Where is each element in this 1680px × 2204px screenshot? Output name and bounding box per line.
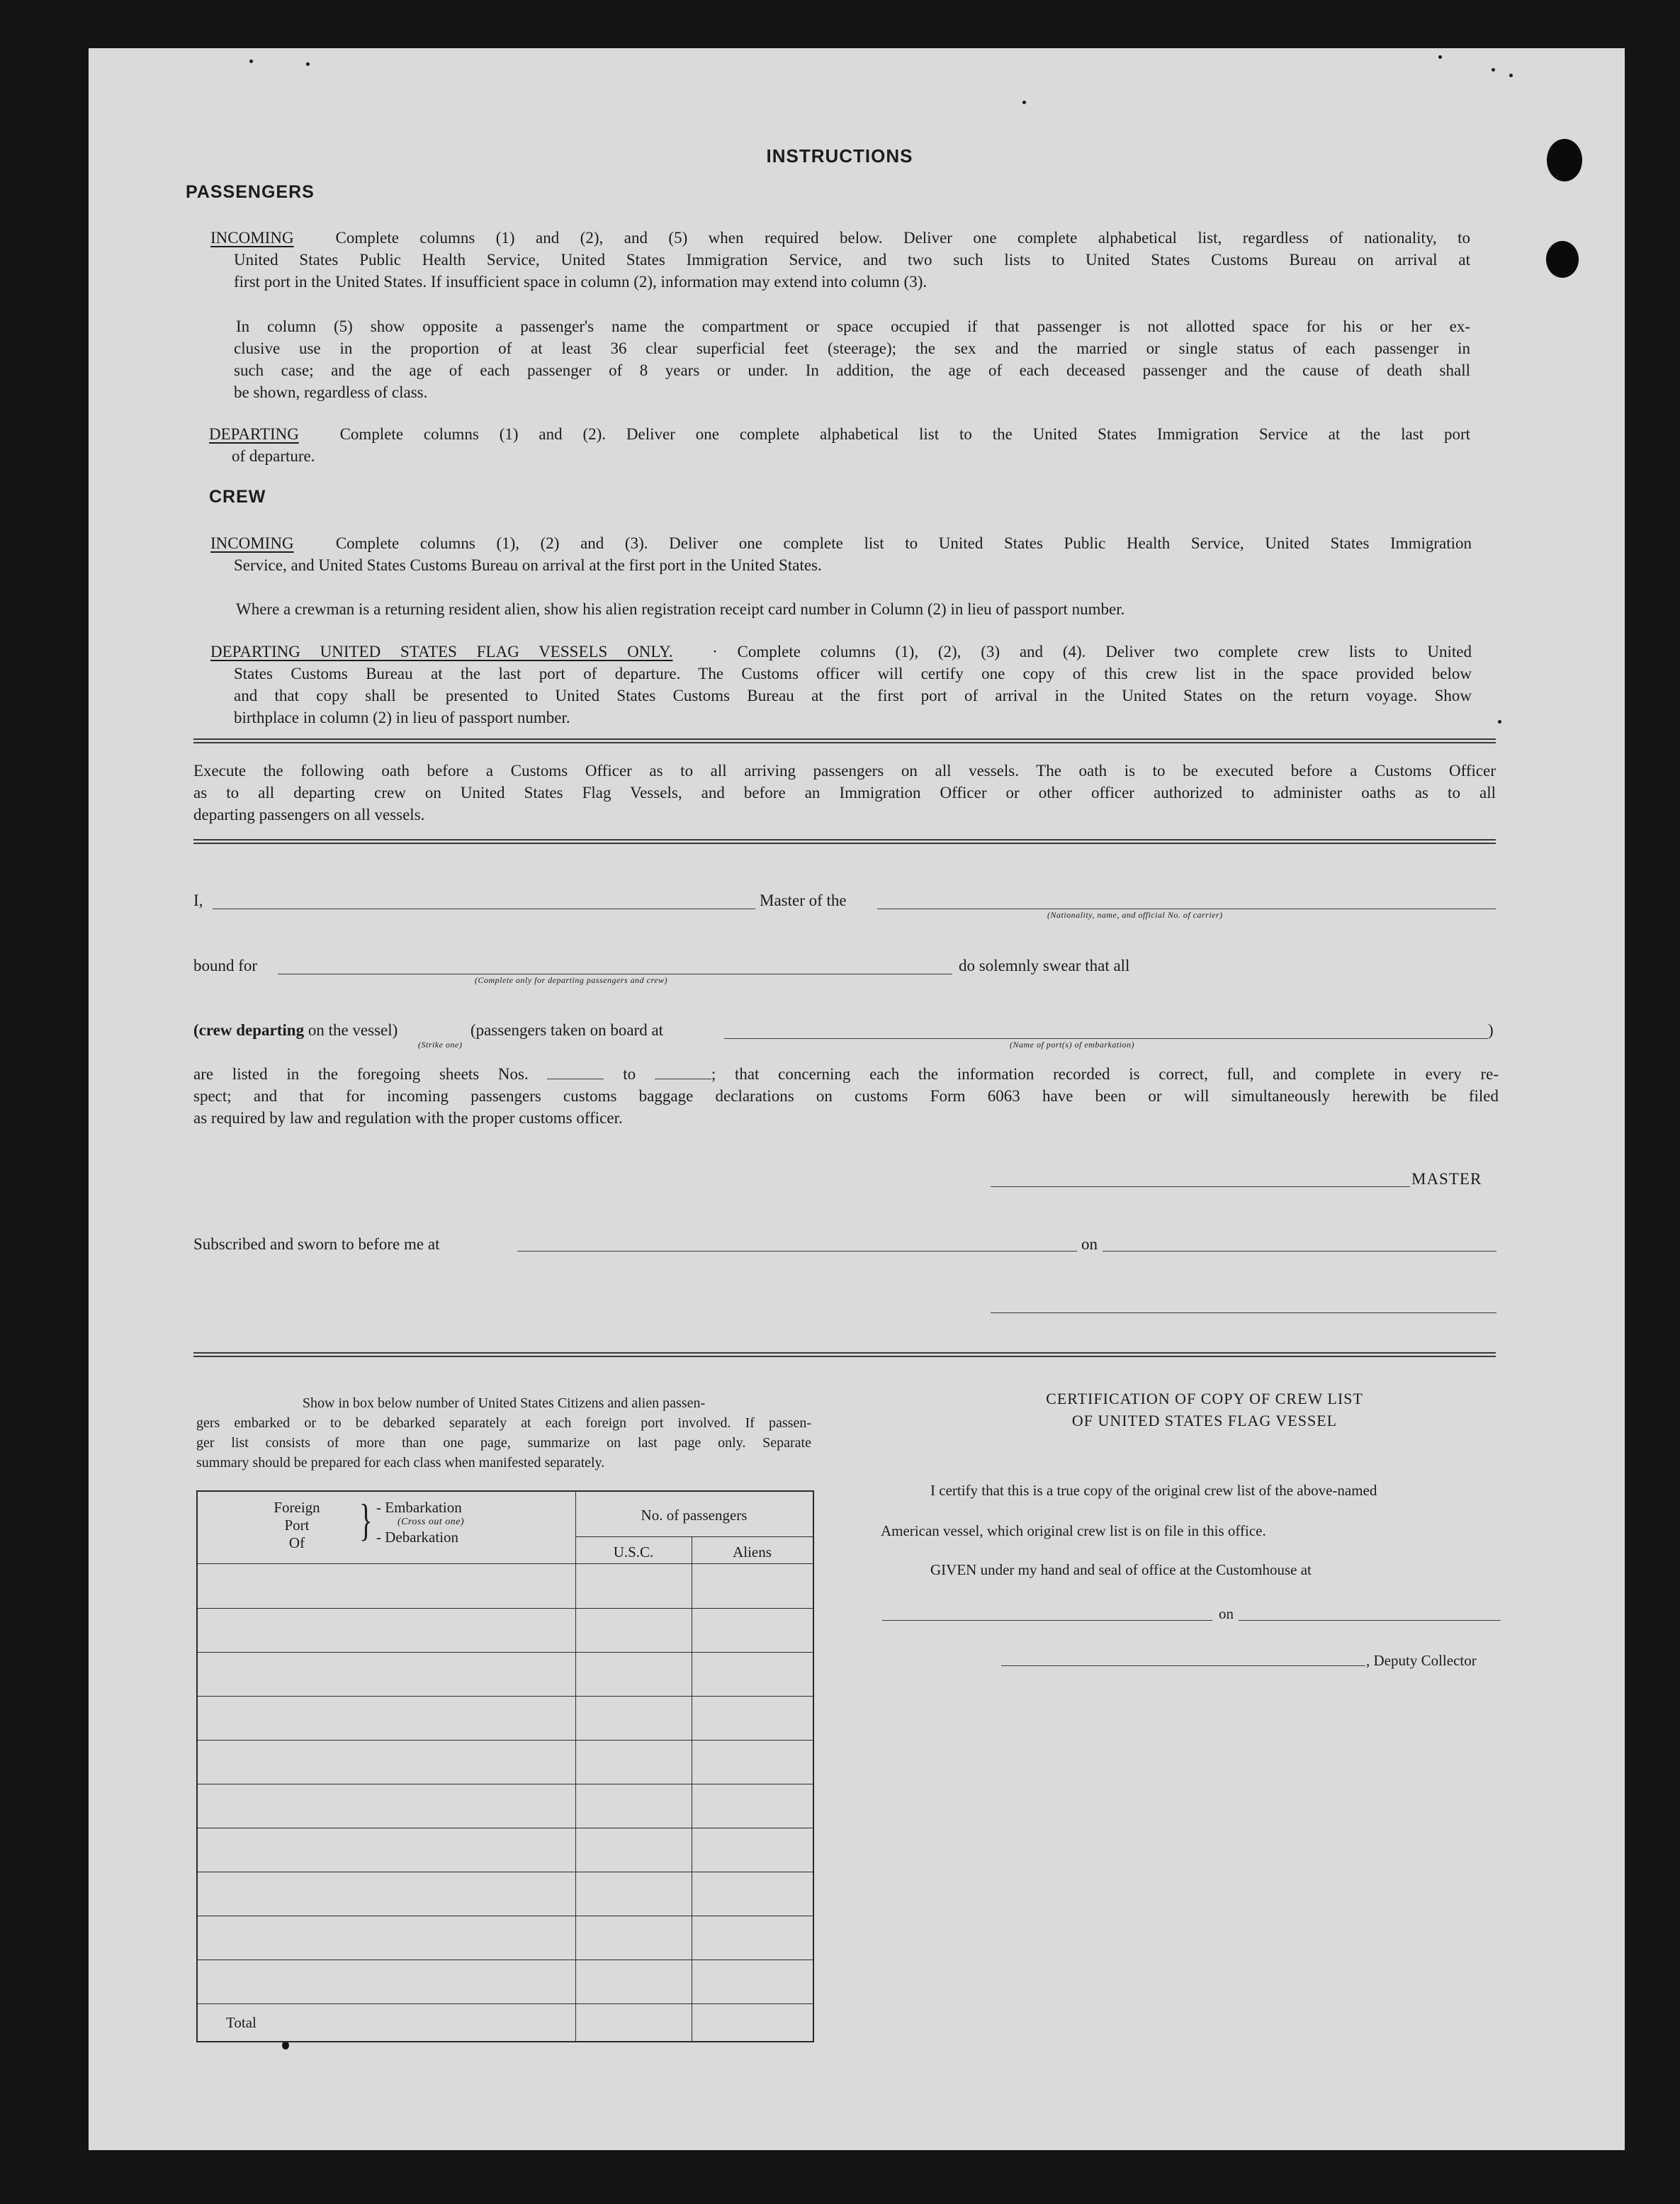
swear-text: do solemnly swear that all [959, 957, 1130, 974]
speck [1022, 101, 1026, 104]
certification-line1: I certify that this is a true copy of the original crew list of the above-named [930, 1482, 1377, 1499]
summary-line: ger list consists of more than one page, summarize on last page only. Separate [196, 1435, 811, 1451]
crew-departing-option[interactable] [193, 1019, 398, 1041]
strike-one-caption: (Strike one) [418, 1040, 463, 1050]
bound-for-label: bound for [193, 957, 258, 974]
crew-heading: CREW [209, 487, 266, 507]
summary-line: gers embarked or to be debarked separately at each foreign port involved. If passen- [196, 1415, 811, 1431]
passengers-departing-line1: Complete columns (1) and (2). Deliver one complete alphabetical list to the United States Immigration Service at the last port [339, 425, 1470, 443]
master-label: MASTER [1411, 1170, 1482, 1188]
passengers-departing-block [209, 423, 1470, 467]
certification-line3: GIVEN under my hand and seal of office at the Customhouse at [930, 1561, 1312, 1578]
certification-on-label: on [1219, 1605, 1234, 1622]
crew-departing-line: States Customs Bureau at the last port of departure. The Customs officer will certify one copy of this crew list in the space provided below [234, 665, 1472, 682]
certification-line2: American vessel, which original crew list is on file in this office. [881, 1522, 1266, 1539]
oath-statement-line1 [193, 1063, 1499, 1085]
certification-title [921, 1388, 1488, 1432]
passengers-departing-line2: of departure. [232, 447, 315, 465]
column5-line: clusive use in the proportion of at least 36 clear superficial feet (steerage); the sex and the married or single status of each passenger in [234, 339, 1470, 357]
passengers-departing-label: DEPARTING [209, 425, 299, 443]
passengers-incoming-line3: first port in the United States. If insufficient space in column (2), information may extend into column (3). [234, 273, 928, 291]
certification-date-field[interactable] [1239, 1620, 1501, 1621]
summary-instructions [196, 1393, 811, 1473]
speck [249, 60, 253, 63]
embarkation-option[interactable]: - Embarkation [376, 1499, 462, 1516]
usc-header: U.S.C. [613, 1544, 654, 1561]
passengers-taken-option[interactable]: (passengers taken on board at [470, 1021, 664, 1039]
passenger-summary-table [196, 1490, 814, 2042]
summary-line: summary should be prepared for each class when manifested separately. [196, 1455, 605, 1471]
oath-intro-line: Execute the following oath before a Customs Officer as to all arriving passengers on all vessels. The oath is to be executed before a Customs Officer [193, 762, 1496, 780]
crew-resident-alien-note: Where a crewman is a returning resident alien, show his alien registration receipt card number in Column (2) in lieu of passport number. [236, 600, 1125, 618]
customhouse-place-field[interactable] [882, 1620, 1212, 1621]
passengers-heading: PASSENGERS [186, 182, 315, 202]
certification-title-line2: OF UNITED STATES FLAG VESSEL [1071, 1412, 1338, 1429]
divider-double [193, 1352, 1496, 1357]
crew-incoming-line1: Complete columns (1), (2) and (3). Deliver one complete list to United States Public Health Service, United States Immigration [335, 534, 1472, 552]
close-paren: ) [1488, 1021, 1494, 1039]
crew-departing-line: birthplace in column (2) in lieu of passport number. [234, 709, 570, 726]
column5-line: such case; and the age of each passenger of 8 years or under. In addition, the age of each deceased passenger and the cause of death shall [234, 361, 1470, 379]
master-signature-field[interactable] [991, 1186, 1410, 1187]
crew-incoming-label: INCOMING [210, 534, 294, 552]
speck [1492, 68, 1495, 72]
sworn-place-field[interactable] [517, 1251, 1077, 1252]
speck [1438, 55, 1442, 59]
passengers-column5-block [234, 315, 1470, 403]
on-vessel-text: on the vessel) [308, 1021, 398, 1039]
divider-double [193, 839, 1496, 844]
crew-incoming-line2: Service, and United States Customs Bureau on arrival at the first port in the United States. [234, 556, 822, 574]
oath-statement-line2: spect; and that for incoming passengers customs baggage declarations on customs Form 6063 have been or will simultaneously herewith be filed [193, 1087, 1499, 1105]
crew-departing-line: and that copy shall be presented to United States Customs Bureau at the first port of arrival in the United States on the return voyage. Show [234, 687, 1472, 704]
subscribed-label: Subscribed and sworn to before me at [193, 1235, 440, 1253]
speck [306, 62, 310, 66]
speck [1498, 720, 1501, 724]
total-label: Total [226, 2014, 256, 2031]
oath-statement-block [193, 1063, 1499, 1129]
certification-title-line1: CERTIFICATION OF COPY OF CREW LIST [1046, 1390, 1363, 1407]
on-label: on [1081, 1235, 1098, 1253]
page-title: INSTRUCTIONS [766, 145, 913, 167]
port-caption: (Name of port(s) of embarkation) [1010, 1040, 1134, 1050]
no-passengers-header: No. of passengers [641, 1507, 748, 1524]
deputy-collector-signature-field[interactable] [1001, 1665, 1365, 1666]
oath-statement-line3: as required by law and regulation with the proper customs officer. [193, 1109, 623, 1127]
sworn-date-field[interactable] [1103, 1251, 1496, 1252]
carrier-caption: (Nationality, name, and official No. of carrier) [1047, 910, 1223, 920]
cross-out-caption: (Cross out one) [398, 1517, 465, 1527]
summary-line: Show in box below number of United States Citizens and alien passen- [302, 1395, 706, 1411]
to-text: to [623, 1065, 636, 1083]
embarkation-port-field[interactable] [724, 1038, 1488, 1039]
hole-punch-bottom [1546, 241, 1579, 278]
brace-icon: } [359, 1495, 373, 1545]
passengers-incoming-line2: United States Public Health Service, United States Immigration Service, and two such lists to United States Customs Bureau on arrival at [234, 251, 1470, 269]
of-label: Of [288, 1534, 305, 1551]
embarkation-options [376, 1499, 464, 1546]
crew-departing-text: (crew departing [193, 1021, 305, 1039]
concerning-text: ; that concerning each the information recorded is correct, full, and complete in every re- [711, 1065, 1499, 1083]
aliens-header: Aliens [733, 1544, 772, 1561]
passengers-incoming-block [210, 227, 1470, 293]
divider-double [193, 738, 1496, 743]
passengers-incoming-line1: Complete columns (1) and (2), and (5) when required below. Deliver one complete alphabetical list, regardless of nationality, to [335, 229, 1470, 247]
foreign-label: Foreign [274, 1499, 320, 1516]
column5-line: In column (5) show opposite a passenger's name the compartment or space occupied if that passenger is not allotted space for his or her ex- [236, 317, 1470, 335]
speck [1509, 74, 1513, 77]
crew-departing-line1: Complete columns (1), (2), (3) and (4). Deliver two complete crew lists to United [737, 643, 1472, 660]
bound-for-caption: (Complete only for departing passengers and crew) [475, 975, 668, 985]
hole-punch-top [1547, 139, 1582, 181]
oath-i: I, [193, 892, 203, 909]
debarkation-option[interactable]: - Debarkation [376, 1529, 459, 1546]
master-of-the-label: Master of the [760, 892, 847, 909]
port-label: Port [284, 1517, 310, 1534]
oath-intro-line: departing passengers on all vessels. [193, 806, 425, 823]
column5-line: be shown, regardless of class. [234, 383, 428, 401]
officer-signature-field[interactable] [991, 1312, 1496, 1313]
deputy-collector-label: , Deputy Collector [1366, 1652, 1477, 1669]
passengers-incoming-label: INCOMING [210, 229, 294, 247]
crew-incoming-block [210, 532, 1472, 576]
oath-intro-line: as to all departing crew on United States Flag Vessels, and before an Immigration Officer or other officer authorized to administer oaths as to all [193, 784, 1496, 802]
oath-intro-block [193, 760, 1496, 826]
crew-departing-label: DEPARTING UNITED STATES FLAG VESSELS ONLY. [210, 643, 673, 660]
foreign-port-of-label [269, 1499, 325, 1552]
crew-departing-block: DEPARTING UNITED STATES FLAG VESSELS ONLY. · Complete columns (1), (2), (3) and (4). Deliver two complete crew lists to United States Customs Bureau at the last port of departure. The Customs officer will certify one copy of this crew list in the space provided below and that copy shall be presented to United States Customs Bureau at the first port of arrival in the United States on the return voyage. Show birthplace in column (2) in lieu of passport number. [210, 641, 1472, 729]
listed-text: are listed in the foregoing sheets Nos. [193, 1065, 529, 1083]
